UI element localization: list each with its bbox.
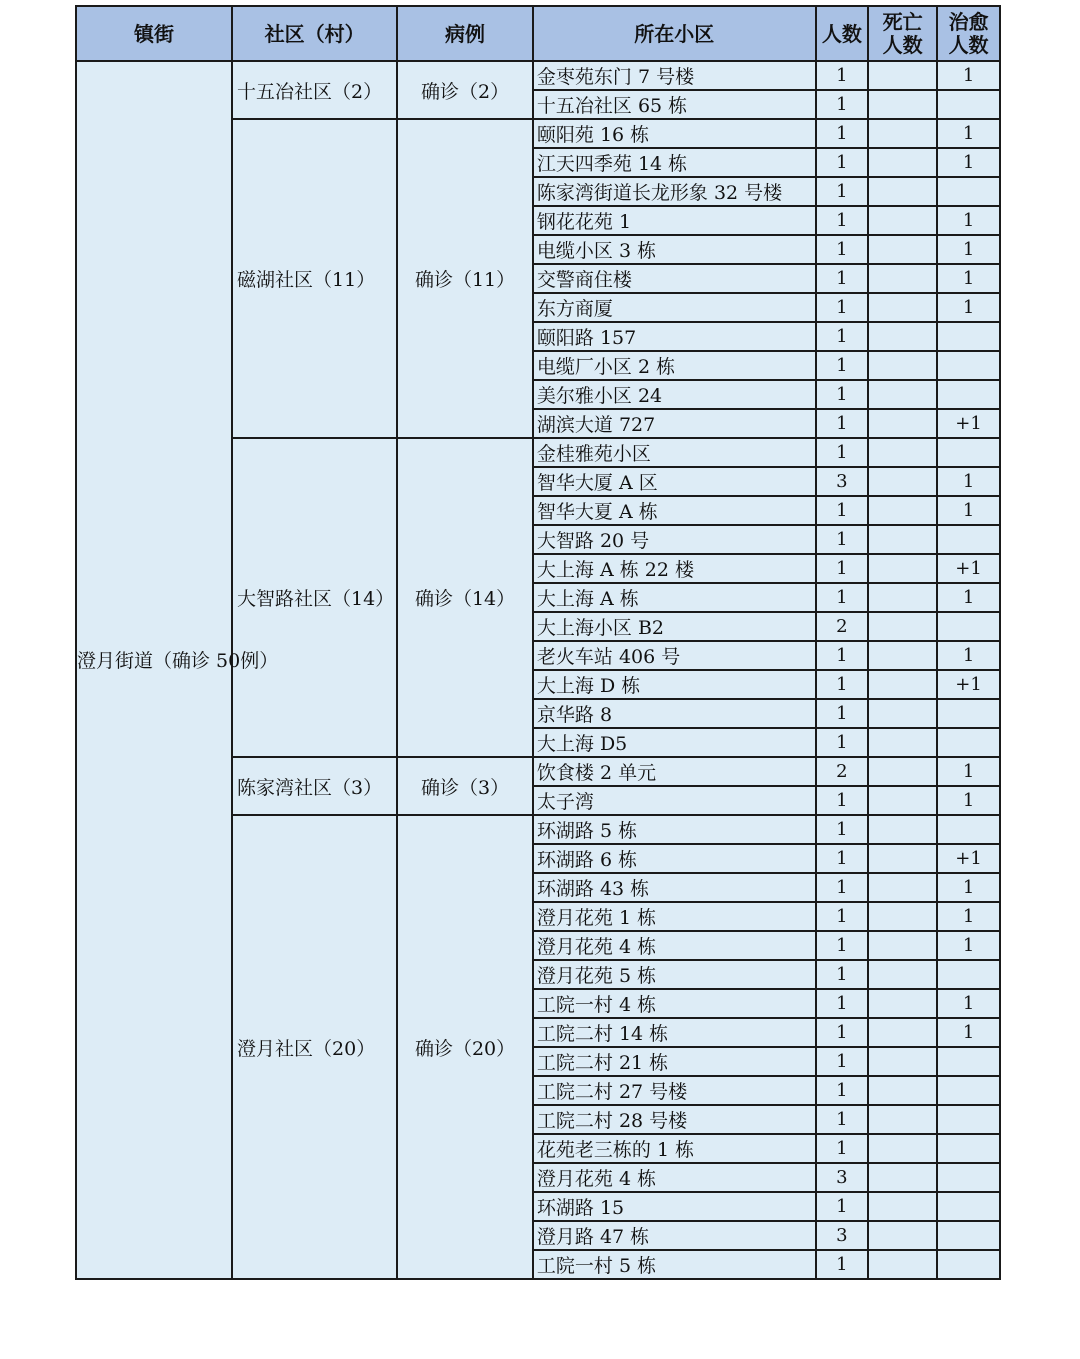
people-cell: 1 [816, 670, 869, 699]
header-row [76, 6, 1000, 61]
town-cell [76, 61, 279, 1279]
place-cell: 电缆小区 3 栋 [533, 235, 816, 264]
place-cell: 花苑老三栋的 1 栋 [533, 1134, 816, 1163]
cured-cell [937, 351, 1000, 380]
place-cell: 环湖路 43 栋 [533, 873, 816, 902]
cured-cell: 1 [937, 931, 1000, 960]
people-cell: 1 [816, 1105, 869, 1134]
dead-cell [868, 1047, 937, 1076]
people-cell: 1 [816, 525, 869, 554]
cured-cell [937, 438, 1000, 467]
dead-cell [868, 815, 937, 844]
dead-cell [868, 1018, 937, 1047]
people-cell: 1 [816, 1076, 869, 1105]
place-cell: 钢花花苑 1 [533, 206, 816, 235]
place-cell: 澄月花苑 1 栋 [533, 902, 816, 931]
cured-cell: 1 [937, 786, 1000, 815]
dead-cell [868, 525, 937, 554]
case-cell: 确诊（11） [397, 119, 533, 438]
dead-cell [868, 931, 937, 960]
place-cell: 工院二村 14 栋 [533, 1018, 816, 1047]
cured-cell: +1 [937, 670, 1000, 699]
cured-cell: 1 [937, 264, 1000, 293]
dead-cell [868, 1163, 937, 1192]
dead-cell [868, 1192, 937, 1221]
dead-cell [868, 1134, 937, 1163]
place-cell: 太子湾 [533, 786, 816, 815]
people-cell: 1 [816, 235, 869, 264]
people-cell: 1 [816, 699, 869, 728]
people-cell: 1 [816, 351, 869, 380]
people-cell: 3 [816, 1163, 869, 1192]
dead-cell [868, 235, 937, 264]
people-cell: 1 [816, 902, 869, 931]
cured-cell: +1 [937, 409, 1000, 438]
place-cell: 颐阳苑 16 栋 [533, 119, 816, 148]
people-cell: 1 [816, 1250, 869, 1279]
dead-cell [868, 844, 937, 873]
header-cured-label: 治愈人数 [948, 9, 989, 57]
people-cell: 1 [816, 206, 869, 235]
cured-cell [937, 90, 1000, 119]
dead-cell [868, 496, 937, 525]
case-cell: 确诊（2） [397, 61, 533, 119]
dead-cell [868, 960, 937, 989]
place-cell: 大上海 D 栋 [533, 670, 816, 699]
people-cell: 1 [816, 61, 869, 90]
people-cell: 1 [816, 1047, 869, 1076]
dead-cell [868, 757, 937, 786]
dead-cell [868, 554, 937, 583]
header-dead-label: 死亡人数 [882, 9, 923, 57]
dead-cell [868, 467, 937, 496]
cured-cell: 1 [937, 235, 1000, 264]
people-cell: 1 [816, 1018, 869, 1047]
cured-cell: 1 [937, 641, 1000, 670]
cured-cell: 1 [937, 757, 1000, 786]
people-cell: 1 [816, 786, 869, 815]
community-cell: 澄月社区（20） [232, 815, 397, 1279]
people-cell: 1 [816, 844, 869, 873]
place-cell: 交警商住楼 [533, 264, 816, 293]
people-cell: 1 [816, 641, 869, 670]
cured-cell [937, 960, 1000, 989]
place-cell: 陈家湾街道长龙形象 32 号楼 [533, 177, 816, 206]
cured-cell [937, 322, 1000, 351]
dead-cell [868, 873, 937, 902]
town-name: 澄月街道 [77, 650, 154, 672]
place-cell: 智华大厦 A 区 [533, 467, 816, 496]
cured-cell: 1 [937, 496, 1000, 525]
cured-cell [937, 380, 1000, 409]
people-cell: 1 [816, 90, 869, 119]
dead-cell [868, 1250, 937, 1279]
people-cell: 1 [816, 1192, 869, 1221]
cured-cell [937, 1105, 1000, 1134]
place-cell: 江天四季苑 14 栋 [533, 148, 816, 177]
place-cell: 大上海 A 栋 22 楼 [533, 554, 816, 583]
header-case: 病例 [397, 6, 533, 61]
header-town: 镇街 [76, 6, 232, 61]
cured-cell [937, 1192, 1000, 1221]
dead-cell [868, 119, 937, 148]
people-cell: 1 [816, 293, 869, 322]
people-cell: 2 [816, 757, 869, 786]
cured-cell [937, 728, 1000, 757]
cured-cell: 1 [937, 873, 1000, 902]
cured-cell: 1 [937, 989, 1000, 1018]
community-cell: 磁湖社区（11） [232, 119, 397, 438]
cured-cell [937, 1134, 1000, 1163]
people-cell: 1 [816, 380, 869, 409]
people-cell: 3 [816, 1221, 869, 1250]
place-cell: 澄月花苑 4 栋 [533, 1163, 816, 1192]
place-cell: 智华大夏 A 栋 [533, 496, 816, 525]
dead-cell [868, 902, 937, 931]
dead-cell [868, 90, 937, 119]
people-cell: 1 [816, 264, 869, 293]
cured-cell [937, 699, 1000, 728]
place-cell: 大智路 20 号 [533, 525, 816, 554]
dead-cell [868, 786, 937, 815]
cured-cell [937, 525, 1000, 554]
cured-cell: 1 [937, 148, 1000, 177]
cured-cell: +1 [937, 844, 1000, 873]
people-cell: 1 [816, 1134, 869, 1163]
place-cell: 环湖路 15 [533, 1192, 816, 1221]
dead-cell [868, 293, 937, 322]
cured-cell [937, 177, 1000, 206]
people-cell: 1 [816, 815, 869, 844]
dead-cell [868, 1076, 937, 1105]
place-cell: 澄月花苑 4 栋 [533, 931, 816, 960]
town-note: （确诊 50例） [153, 650, 279, 672]
case-cell: 确诊（14） [397, 438, 533, 757]
community-cell: 十五冶社区（2） [232, 61, 397, 119]
people-cell: 2 [816, 612, 869, 641]
people-cell: 1 [816, 438, 869, 467]
dead-cell [868, 380, 937, 409]
cured-cell: 1 [937, 1018, 1000, 1047]
community-cell: 陈家湾社区（3） [232, 757, 397, 815]
dead-cell [868, 1105, 937, 1134]
case-table [75, 5, 1001, 1280]
dead-cell [868, 264, 937, 293]
case-cell: 确诊（20） [397, 815, 533, 1279]
people-cell: 1 [816, 583, 869, 612]
cured-cell [937, 1163, 1000, 1192]
place-cell: 工院一村 5 栋 [533, 1250, 816, 1279]
people-cell: 1 [816, 496, 869, 525]
dead-cell [868, 1221, 937, 1250]
people-cell: 1 [816, 873, 869, 902]
cured-cell: 1 [937, 206, 1000, 235]
people-cell: 1 [816, 322, 869, 351]
dead-cell [868, 409, 937, 438]
people-cell: 1 [816, 960, 869, 989]
people-cell: 1 [816, 119, 869, 148]
dead-cell [868, 612, 937, 641]
people-cell: 1 [816, 148, 869, 177]
dead-cell [868, 61, 937, 90]
cured-cell: 1 [937, 293, 1000, 322]
place-cell: 环湖路 6 栋 [533, 844, 816, 873]
cured-cell: 1 [937, 583, 1000, 612]
place-cell: 金桂雅苑小区 [533, 438, 816, 467]
people-cell: 1 [816, 931, 869, 960]
table-body [76, 61, 1000, 1279]
dead-cell [868, 699, 937, 728]
header-cured [937, 6, 1000, 61]
header-dead [868, 6, 937, 61]
header-people: 人数 [816, 6, 869, 61]
place-cell: 大上海小区 B2 [533, 612, 816, 641]
dead-cell [868, 670, 937, 699]
place-cell: 工院二村 27 号楼 [533, 1076, 816, 1105]
place-cell: 环湖路 5 栋 [533, 815, 816, 844]
place-cell: 金枣苑东门 7 号楼 [533, 61, 816, 90]
dead-cell [868, 351, 937, 380]
dead-cell [868, 641, 937, 670]
cured-cell: 1 [937, 119, 1000, 148]
dead-cell [868, 989, 937, 1018]
people-cell: 1 [816, 989, 869, 1018]
community-cell: 大智路社区（14） [232, 438, 397, 757]
place-cell: 京华路 8 [533, 699, 816, 728]
place-cell: 大上海 D5 [533, 728, 816, 757]
place-cell: 大上海 A 栋 [533, 583, 816, 612]
place-cell: 东方商厦 [533, 293, 816, 322]
cured-cell [937, 1076, 1000, 1105]
people-cell: 1 [816, 554, 869, 583]
dead-cell [868, 177, 937, 206]
place-cell: 电缆厂小区 2 栋 [533, 351, 816, 380]
cured-cell: 1 [937, 902, 1000, 931]
cured-cell: +1 [937, 554, 1000, 583]
people-cell: 1 [816, 177, 869, 206]
dead-cell [868, 728, 937, 757]
people-cell: 1 [816, 728, 869, 757]
header-community: 社区（村） [232, 6, 397, 61]
cured-cell [937, 1047, 1000, 1076]
cured-cell [937, 815, 1000, 844]
cured-cell: 1 [937, 467, 1000, 496]
place-cell: 十五冶社区 65 栋 [533, 90, 816, 119]
place-cell: 湖滨大道 727 [533, 409, 816, 438]
place-cell: 澄月路 47 栋 [533, 1221, 816, 1250]
place-cell: 工院二村 21 栋 [533, 1047, 816, 1076]
place-cell: 颐阳路 157 [533, 322, 816, 351]
cured-cell [937, 1250, 1000, 1279]
place-cell: 老火车站 406 号 [533, 641, 816, 670]
place-cell: 工院一村 4 栋 [533, 989, 816, 1018]
dead-cell [868, 206, 937, 235]
people-cell: 1 [816, 409, 869, 438]
dead-cell [868, 438, 937, 467]
dead-cell [868, 148, 937, 177]
table-row [76, 61, 1000, 90]
place-cell: 澄月花苑 5 栋 [533, 960, 816, 989]
header-place: 所在小区 [533, 6, 816, 61]
cured-cell [937, 612, 1000, 641]
place-cell: 饮食楼 2 单元 [533, 757, 816, 786]
case-cell: 确诊（3） [397, 757, 533, 815]
people-cell: 3 [816, 467, 869, 496]
place-cell: 美尔雅小区 24 [533, 380, 816, 409]
dead-cell [868, 583, 937, 612]
cured-cell [937, 1221, 1000, 1250]
dead-cell [868, 322, 937, 351]
cured-cell: 1 [937, 61, 1000, 90]
place-cell: 工院二村 28 号楼 [533, 1105, 816, 1134]
